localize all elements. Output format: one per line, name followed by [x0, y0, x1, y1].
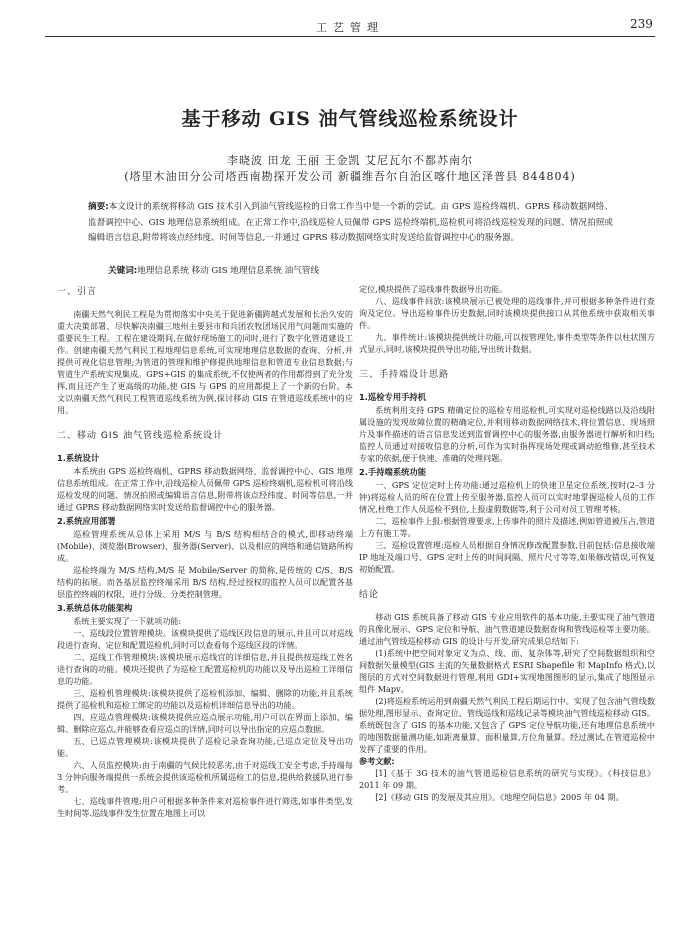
reference-item: [2]《移动 GIS 的发展及其应用》。《地理空间信息》2005 年 04 期。 [375, 792, 624, 802]
paragraph: (2)将巡检系统运用到南疆天然气利民工程后期运行中。实现了包含油气管线数据处理,图形显示、查询定位、管线巡线和巡线记录等模块油气管线巡检移动 GIS。系统既包含了 GIS 的基本功能,又包含了 GPS 定位导航功能,还有地理信息系统中的地图数据量测功能,如距离量算、面积量算,方位角量算。经过测试,在管道巡检中发挥了重要的作用。 [359, 696, 655, 754]
paragraph: 巡检管理系统从总体上采用 M/S 与 B/S 结构相结合的模式,即移动终端(Mobile)、浏览器(Browser)、服务器(Server)、以及相应的网络和通信链路所构成。 [57, 529, 353, 563]
journal-section-title: 工艺管理 [316, 21, 384, 34]
paragraph: 本系统由 GPS 巡检终端机、GPRS 移动数据网络、监督调控中心、GIS 地理信息系统组成。在正常工作中,沿线巡检人员佩带 GPS 巡检终端机,巡检机可将沿线巡检发现的问题、情况拍照或编辑语言信息,附带将该点经纬度、时间等信息,一并通过 GPRS 移动数据网络实时发送给监督调控中心的服务器。 [57, 466, 353, 512]
list-item: 八、巡线事件回放:该模块展示已被处理的巡线事件,并可根据多种条件进行查询及定位。导出巡检事件历史数据,同时该模块提供接口从其他系统中获取相关事件。 [359, 296, 655, 330]
list-item: 三、巡检设置管理:巡检人员根据自身情况修改配置参数,目前包括:信息接收端 IP 地址及端口号、GPS 定时上传的时间间隔、照片尺寸等等,如果修改错误,可恢复初始配置。 [359, 540, 655, 574]
list-item: 七、巡线事件管理:用户可根据多种条件来对巡检事件进行筛选,如事件类型,发生时间等.巡线事件发生位置在地图上可以 [57, 796, 353, 818]
header-rule [45, 36, 655, 37]
references-heading: 参考文献: [359, 756, 395, 766]
paragraph: 系统主要实现了一下就项功能: [73, 616, 182, 626]
section-heading-conclusion: 结论 [359, 590, 380, 600]
article-authors: 李晓波 田龙 王丽 王金凯 艾尼瓦尔不都苏南尔 [227, 154, 473, 167]
left-column [57, 284, 353, 819]
paragraph: 系统利用支持 GPS 精确定位的巡检专用巡检机,可实现对巡检线路以及沿线附属设施的发现故障位置的精确定位,并利用移动数据网络技术,将位置信息、现场照片及事件描述的语言信息发送到监督调控中心的服务器,由服务器进行解析和归档;监控人员通过对接收信息的分析,可作为实时指挥现场处理或调动抢维修,甚至技术专家的依据,便于快速、准确的处理问题。 [359, 405, 655, 463]
article-title: 基于移动 GIS 油气管线巡检系统设计 [181, 108, 519, 130]
right-column [359, 283, 655, 803]
article-affiliation: (塔里木油田分公司塔西南勘探开发公司 新疆维吾尔自治区喀什地区泽普县 844804) [124, 170, 576, 183]
abstract-label: 摘要: [88, 202, 109, 212]
subsection-heading: 3.系统总体功能架构 [57, 603, 133, 613]
list-item: 一、巡线段位置管理模块。该模块提供了巡线区段信息的展示,并且可以对巡线段进行查询、定位和配置巡检机,同时可以查看每个巡线区段的详情。 [57, 628, 353, 650]
section-heading-intro: 一、引言 [57, 287, 98, 297]
reference-item: [1]《基于 3G 技术的油气管道巡检信息系统的研究与实现》。《科技信息》2011 年 09 期。 [359, 768, 655, 790]
paragraph: 移动 GIS 系统具备了移动 GIS 专业应用软件的基本功能,主要实现了油气管道的具像化展示、GPS 定位和导航、油气管道建设数据查询和管线巡检等主要功能。通过油气管线巡检移动 GIS 的设计与开发,研究成果总结如下: [359, 612, 655, 646]
paragraph: 巡检终端为 M/S 结构,M/S 是 Mobile/Server 的简称,是传统的 C/S、B/S 结构的拓展。而各基层监控终端采用 B/S 结构,经过授权的监控人员可以配置各基层监控终端的权限、进行分级、分类控制管理。 [57, 565, 353, 599]
paragraph: 南疆天然气利民工程是为贯彻落实中央关于促进新疆跨越式发展和长治久安的重大决策部署、尽快解决南疆三地州主要县市和兵团农牧团场民用气问题而实施的重要民生工程。工程在建设期间,在做好现场施工的同时,进行了数字化管道建设工作。创建南疆天然气利民工程地理信息系统,可实现地理信息数据的查询、分析,并提供可视化信息管理;为管道的管理和维护修提供地理信息和管道专业信息数据;与管道生产系统实现集成。GPS+GIS 的集成系统,不仅使两者的作用都得到了充分发挥,而且还产生了更高级的功能,使 GIS 与 GPS 的应用都提上了一个新的台阶。本文以南疆天然气利民工程管道巡线系统为例,探讨移动 GIS 在管道巡线系统中的应用。 [57, 309, 353, 415]
list-item: 九、事件统计:该模块提供统计功能,可以按管理处,事件类型等条件以柱状图方式显示,同时,该模块提供导出功能,导出统计数据。 [359, 332, 655, 354]
list-item: 二、巡线工作管理模块:该模块展示巡线宫的详细信息,并且提供按巡线工姓名进行查询的功能。模块还提供了为巡检工配置巡检机的功能以及导出巡检工详细信息的功能。 [57, 652, 353, 686]
keywords-label: 关键词: [108, 266, 138, 276]
keywords [108, 264, 613, 276]
abstract-text: 本文设计的系统将移动 GIS 技术引入到油气管线巡检的日常工作当中是一个新的尝试。由 GPS 巡检终端机、GPRS 移动数据网络、监督调控中心、GIS 地理信息系统组成。在正常工作中,沿线巡检人员佩带 GPS 巡检终端机,巡检机可将沿线巡检发现的问题、情况拍照或编辑语言信息,附带将该点经纬度、时间等信息,一并通过 GPRS 移动数据网络实时发送给监督调控中心的服务器。 [88, 202, 613, 243]
list-item: 五、已巡点管理模块:该模块提供了巡检记录查询功能,已巡点定位及导出功能。 [57, 736, 353, 758]
list-item: 三、巡检机管理模块:该模块提供了巡检机添加、编辑、删除的功能,并且系统提供了巡检机和巡检工绑定的功能以及巡检机详细信息导出的功能。 [57, 688, 353, 710]
subsection-heading: 1.巡检专用手持机 [359, 392, 427, 402]
list-item: 一、GPS 定位定时上传功能:通过巡检机上的快速卫星定位系统,按时(2–3 分钟)将巡检人员的所在位置上传至服务器,监控人员可以实时地掌握巡检人员的工作情况,杜绝工作人员巡检不到位,上报虚假数据等,利于公司对员工管理考核。 [359, 480, 655, 514]
list-item: 二、巡检事件上报:根据管理要求,上传事件的照片及描述,例如管道被压占,管道上方有施工等。 [359, 516, 655, 538]
subsection-heading: 2.手持端系统功能 [359, 467, 427, 477]
list-item: 六、人员监控模块:由于南疆的气候比较恶劣,由于对巡线工安全考虑,手持端每 3 分钟向服务端提供一系统会提供该巡检机所属巡检工的信息,提供给救援队进行参考。 [57, 760, 353, 794]
abstract [88, 200, 613, 247]
keywords-text: 地理信息系统 移动 GIS 地理信息系统 油气管线 [137, 266, 319, 276]
paragraph: 定位,模块提供了巡线事件数据导出功能。 [359, 284, 508, 294]
paragraph: (1)系统中把空间对象定义为点、线、面、复杂体等,研究了空间数据组织和空间数据矢量模型(GIS 主流的矢量数据格式 ESRI Shapefile 和 MapInfo 格式),以图层的方式对空间数据进行管理,利用 GDI+实现地图图形的显示,集成了地图显示组件 Mapv。 [359, 648, 655, 694]
section-heading-design: 二、移动 GIS 油气管线巡检系统设计 [57, 431, 224, 441]
subsection-heading: 1.系统设计 [57, 453, 100, 463]
list-item: 四、应巡点管理模块:该模块提供应巡点展示功能,用户可以在界面上添加、编辑、删除应巡点,并能够查看应巡点的详情,同时可以导出指定的应巡点数据。 [57, 712, 353, 734]
page-number: 239 [630, 17, 653, 31]
section-heading-handheld: 三、手持端设计思路 [359, 370, 450, 380]
subsection-heading: 2.系统应用部署 [57, 516, 116, 526]
